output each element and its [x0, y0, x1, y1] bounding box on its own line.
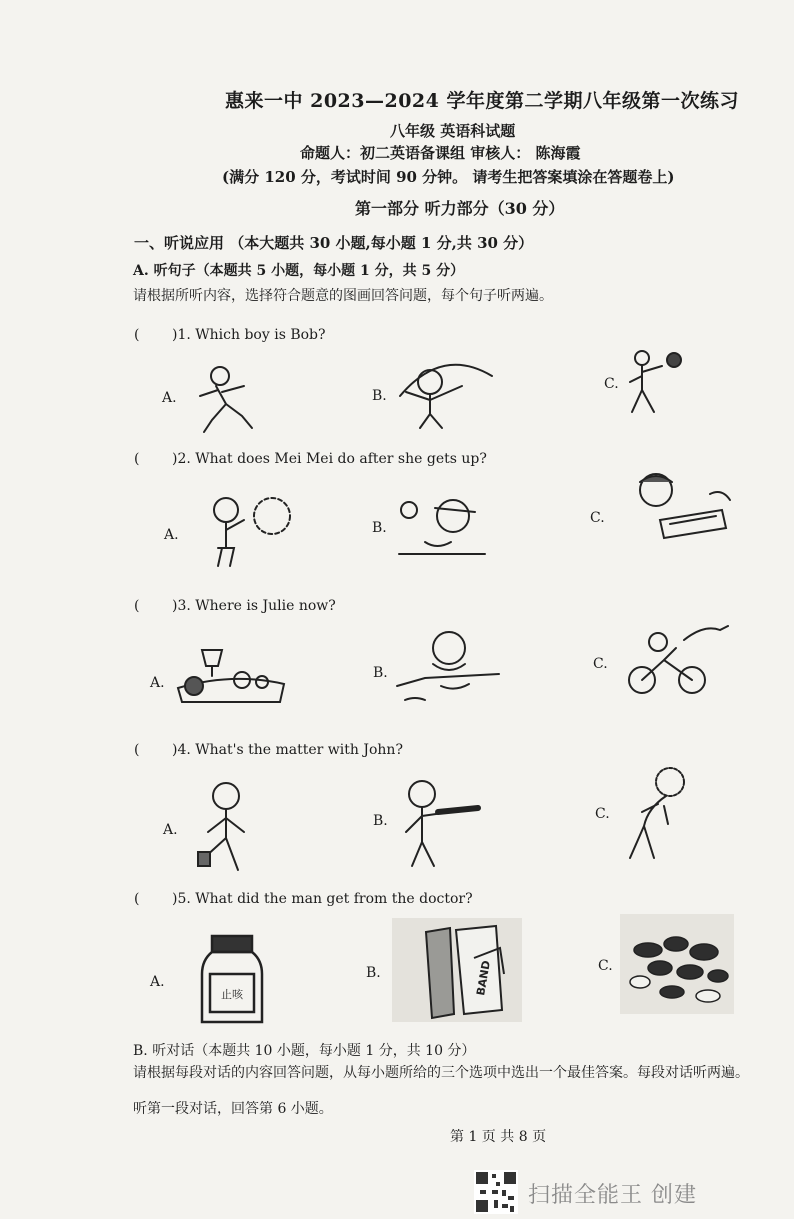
answer-blank[interactable]: (: [134, 598, 140, 614]
answer-blank[interactable]: (: [134, 327, 140, 343]
question-4: [134, 742, 403, 758]
qr-code-icon: [474, 1170, 518, 1214]
exam-note: (满分 120 分，考试时间 90 分钟。 请考生把答案填涂在答题卷上): [222, 168, 675, 186]
option-c-label: C.: [590, 510, 605, 526]
question-3: [134, 598, 336, 614]
section-a-title: A. 听句子（本题共 5 小题，每小题 1 分，共 5 分）: [133, 263, 465, 279]
bandaid-label: BAND: [474, 959, 494, 997]
option-a-label: A.: [162, 390, 177, 406]
girl-reading-picture: [630, 470, 734, 552]
option-a-label: A.: [164, 527, 179, 543]
exam-authors: 命题人：初二英语备课组 审核人： 陈海霞: [300, 144, 581, 162]
option-a-label: A.: [163, 822, 178, 838]
question-5: [134, 891, 473, 907]
exam-title: 惠来一中 2023—2024 学年度第二学期八年级第一次练习: [225, 90, 739, 112]
answer-blank[interactable]: (: [134, 742, 140, 758]
option-b-label: B.: [366, 965, 381, 981]
medicine-bottle-picture: [196, 934, 272, 1028]
section-b-instruction: 请根据每段对话的内容回答问题，从每小题所给的三个选项中选出一个最佳答案。每段对话听两遍。: [133, 1065, 749, 1081]
bottle-label: 止咳: [221, 988, 243, 1001]
question-1: [134, 327, 326, 343]
answer-blank[interactable]: (: [134, 891, 140, 907]
boy-jumping-rope-picture: [392, 356, 502, 432]
option-a-label: A.: [150, 974, 165, 990]
question-text: )5. What did the man get from the doctor?: [172, 891, 473, 907]
question-text: )3. Where is Julie now?: [172, 598, 336, 614]
girl-at-table-picture: [395, 626, 505, 708]
exam-subtitle: 八年级 英语科试题: [390, 122, 516, 140]
question-text: )4. What's the matter with John?: [172, 742, 403, 758]
section-b-title: B. 听对话（本题共 10 小题，每小题 1 分，共 10 分）: [133, 1043, 476, 1059]
page-number: 第 1 页 共 8 页: [450, 1129, 547, 1145]
question-2: [134, 451, 487, 467]
boy-hurt-arm-picture: [398, 772, 486, 872]
section-1-title: 一、听说应用 （本大题共 30 小题,每小题 1 分,共 30 分）: [134, 234, 534, 252]
band-aid-picture: [392, 918, 522, 1022]
answer-blank[interactable]: (: [134, 451, 140, 467]
option-c-label: C.: [595, 806, 610, 822]
girl-brushing-teeth-picture: [200, 490, 295, 572]
option-b-label: B.: [372, 388, 387, 404]
option-b-label: B.: [373, 813, 388, 829]
scanner-watermark: 扫描全能王 创建: [528, 1183, 697, 1208]
option-c-label: C.: [593, 656, 608, 672]
man-backache-picture: [618, 764, 694, 864]
boy-running-picture: [186, 362, 266, 434]
option-c-label: C.: [598, 958, 613, 974]
part-title: 第一部分 听力部分（30 分）: [355, 199, 565, 218]
girl-in-bed-picture: [172, 644, 292, 708]
section-a-instruction: 请根据所听内容，选择符合题意的图画回答问题，每个句子听两遍。: [133, 288, 553, 304]
pills-picture: [620, 914, 734, 1014]
girl-eating-breakfast-picture: [395, 494, 490, 570]
option-b-label: B.: [372, 520, 387, 536]
girl-riding-bike-picture: [624, 620, 734, 696]
option-b-label: B.: [373, 665, 388, 681]
option-a-label: A.: [150, 675, 165, 691]
question-text: )2. What does Mei Mei do after she gets up?: [172, 451, 487, 467]
question-text: )1. Which boy is Bob?: [172, 327, 326, 343]
boy-playing-volleyball-picture: [622, 346, 692, 420]
option-c-label: C.: [604, 376, 619, 392]
section-b-instruction-2: 听第一段对话，回答第 6 小题。: [133, 1101, 333, 1117]
boy-hurt-leg-picture: [190, 778, 260, 874]
